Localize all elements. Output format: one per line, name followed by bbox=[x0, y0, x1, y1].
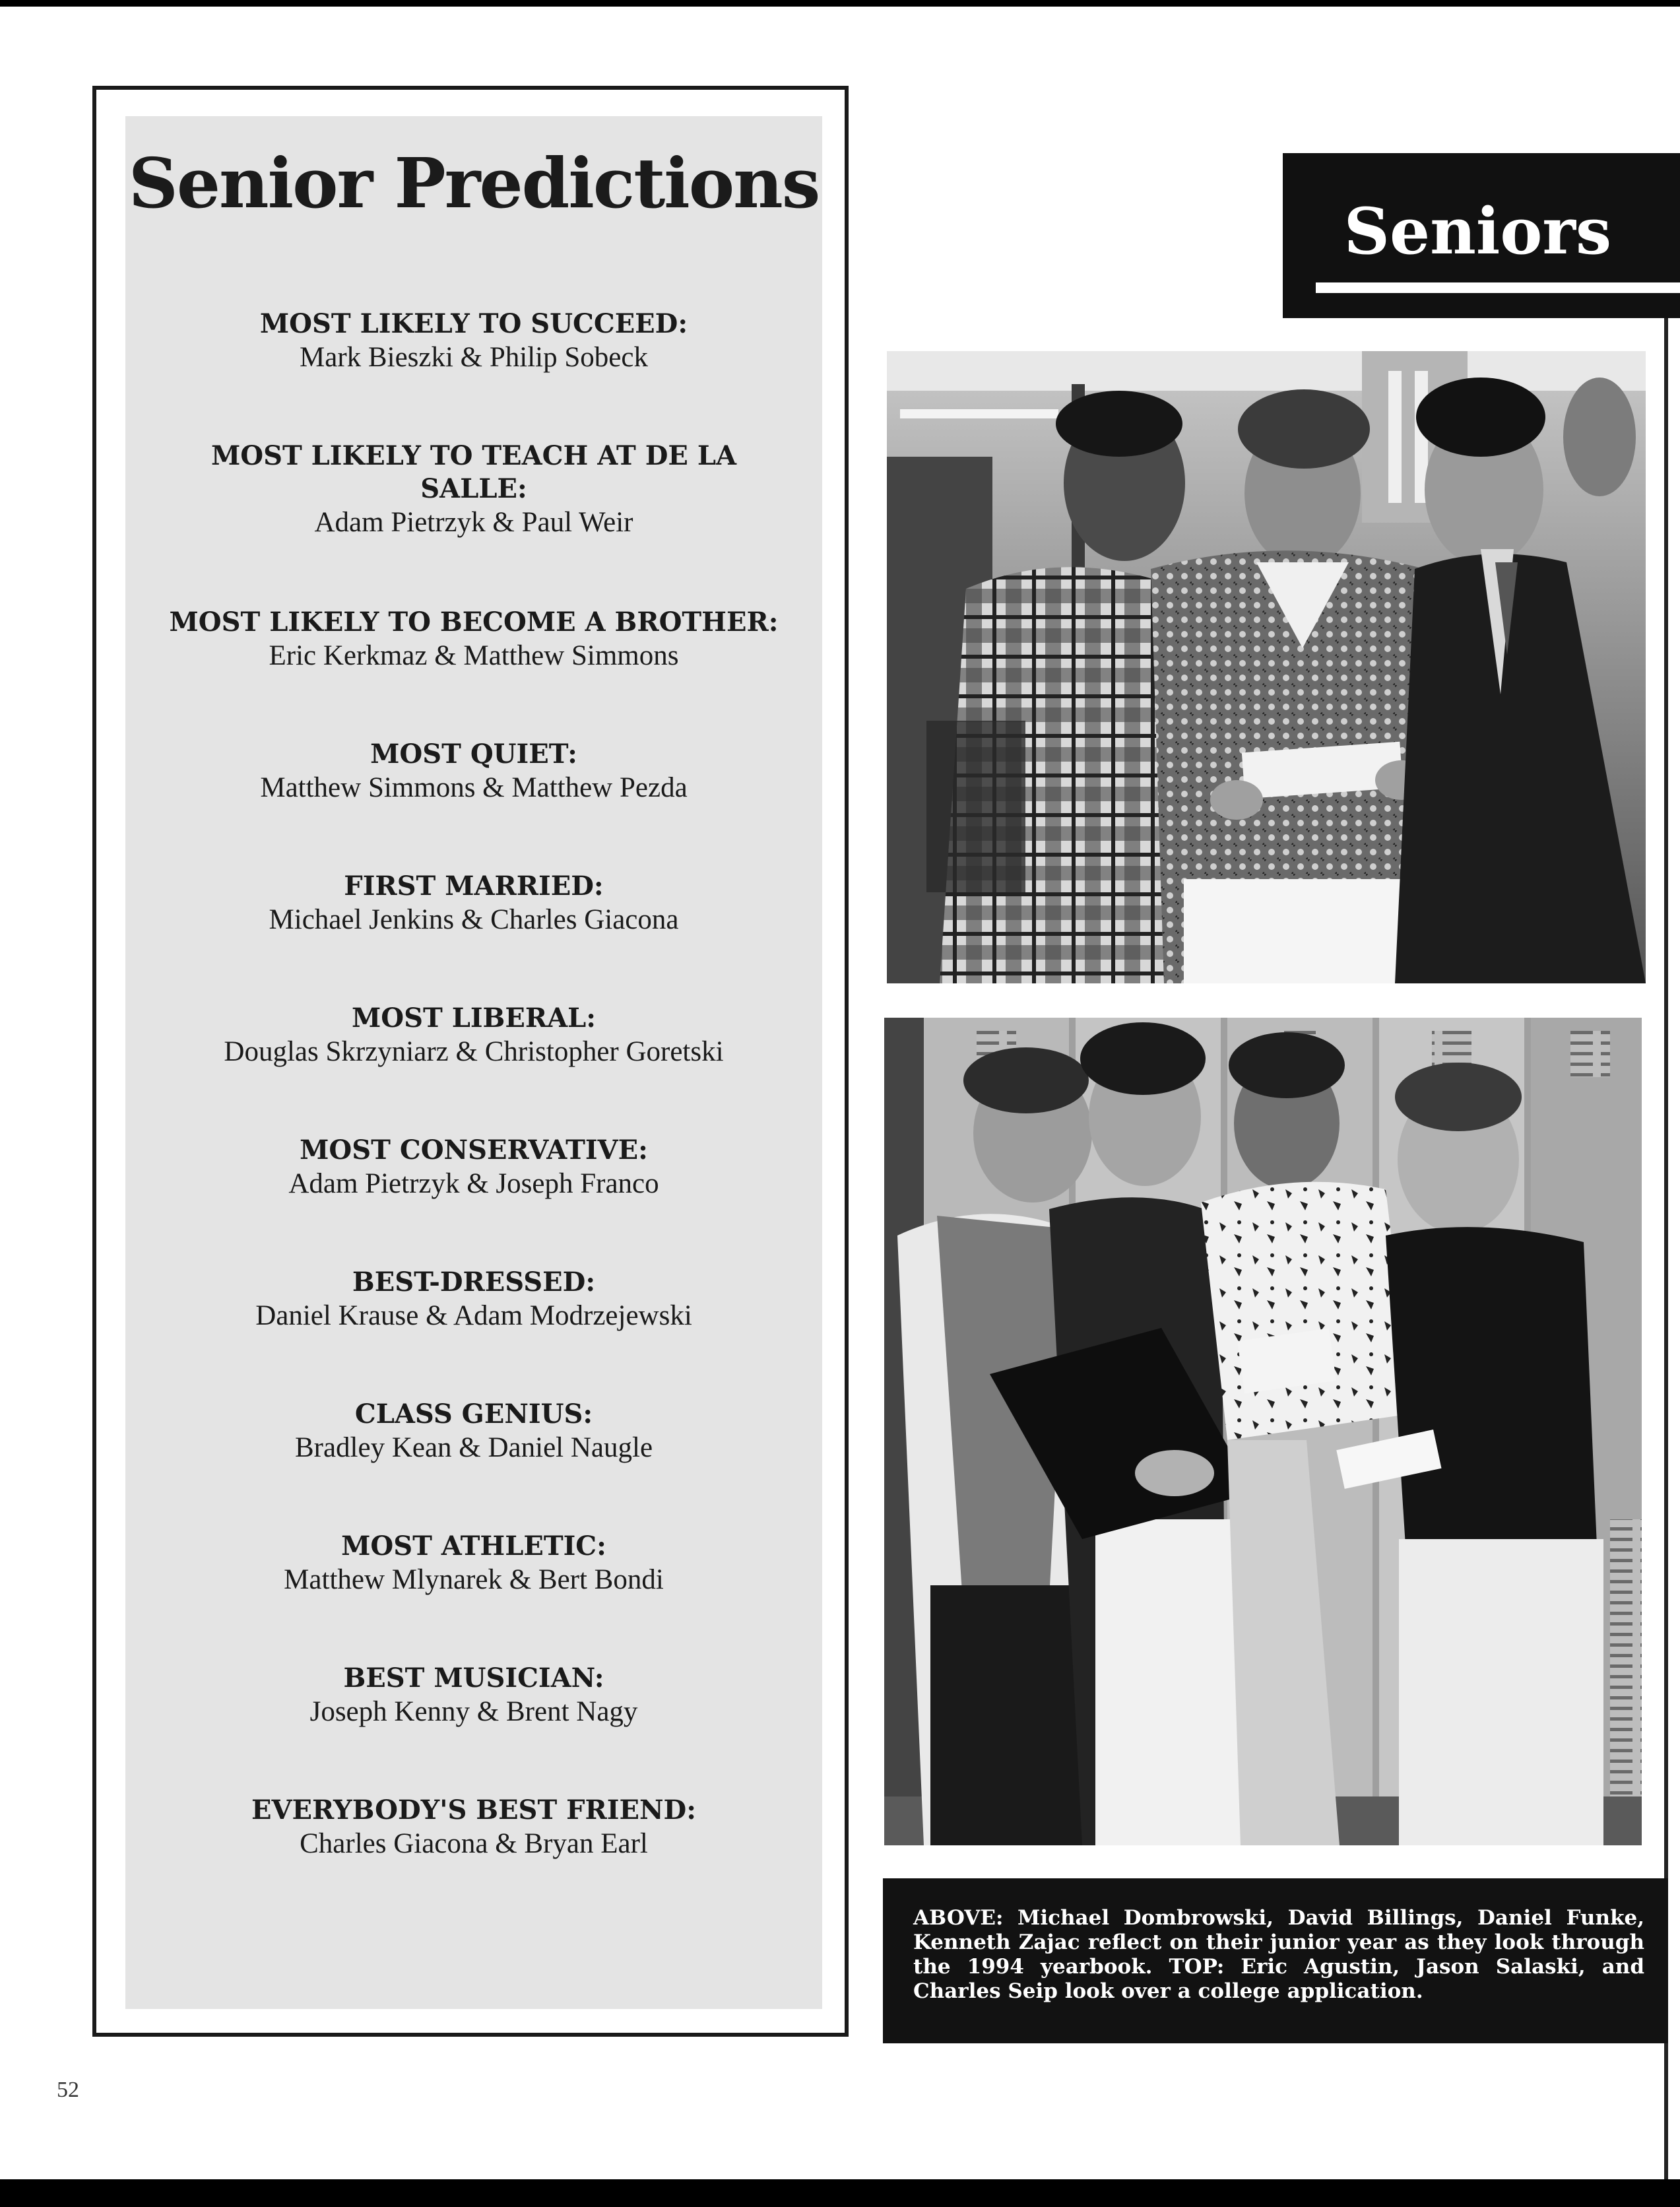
prediction-names: Eric Kerkmaz & Matthew Simmons bbox=[269, 640, 679, 671]
prediction-names: Joseph Kenny & Brent Nagy bbox=[309, 1696, 638, 1727]
section-tab-label: Seniors bbox=[1343, 194, 1611, 269]
prediction-item bbox=[125, 1398, 822, 1530]
prediction-category: MOST LIKELY TO SUCCEED: bbox=[259, 308, 688, 339]
prediction-category: MOST CONSERVATIVE: bbox=[300, 1135, 648, 1166]
prediction-item bbox=[125, 440, 822, 606]
prediction-names: Douglas Skrzyniarz & Christopher Goretski bbox=[224, 1036, 724, 1067]
prediction-names: Mark Bieszki & Philip Sobeck bbox=[300, 342, 648, 373]
prediction-names: Adam Pietrzyk & Joseph Franco bbox=[288, 1168, 659, 1199]
lockers-photo bbox=[884, 1018, 1642, 1845]
hallway-photo bbox=[887, 351, 1646, 983]
photo-caption-box bbox=[883, 1878, 1668, 2043]
prediction-item bbox=[125, 1002, 822, 1134]
prediction-item bbox=[125, 738, 822, 870]
prediction-names: Matthew Mlynarek & Bert Bondi bbox=[284, 1564, 664, 1595]
prediction-category: MOST ATHLETIC: bbox=[341, 1531, 606, 1562]
prediction-item bbox=[125, 1794, 822, 1926]
prediction-category: FIRST MARRIED: bbox=[344, 871, 604, 902]
top-border-rule bbox=[0, 0, 1680, 7]
prediction-names: Adam Pietrzyk & Paul Weir bbox=[314, 507, 633, 538]
prediction-category: MOST QUIET: bbox=[370, 739, 577, 770]
prediction-item bbox=[125, 1530, 822, 1662]
prediction-category: BEST-DRESSED: bbox=[352, 1267, 596, 1298]
photo-caption: ABOVE: Michael Dombrowski, David Billings, Daniel Funke, Kenneth Zajac reflect on their junior year as they look through the 1994 yearbook. TOP: Eric Agustin, Jason Salaski, and Charles Seip look over a college application. bbox=[913, 1906, 1644, 2003]
page-title: Senior Predictions bbox=[128, 143, 820, 224]
prediction-item bbox=[125, 606, 822, 738]
page-number: 52 bbox=[57, 2078, 79, 2102]
prediction-item bbox=[125, 1134, 822, 1266]
prediction-names: Daniel Krause & Adam Modrzejewski bbox=[255, 1300, 692, 1331]
prediction-category: MOST LIBERAL: bbox=[352, 1003, 596, 1034]
prediction-category: EVERYBODY'S BEST FRIEND: bbox=[251, 1795, 696, 1826]
lockers-photo-image bbox=[884, 1018, 1642, 1845]
bottom-border-rule bbox=[0, 2179, 1680, 2207]
prediction-item bbox=[125, 308, 822, 440]
prediction-category: MOST LIKELY TO TEACH AT DE LA SALLE: bbox=[210, 440, 736, 504]
prediction-names: Matthew Simmons & Matthew Pezda bbox=[260, 772, 688, 803]
prediction-names: Michael Jenkins & Charles Giacona bbox=[269, 904, 679, 935]
predictions-list bbox=[125, 308, 822, 1926]
prediction-names: Charles Giacona & Bryan Earl bbox=[300, 1828, 648, 1859]
section-tab-underline bbox=[1316, 282, 1680, 293]
hallway-photo-image bbox=[887, 351, 1646, 983]
predictions-panel bbox=[125, 116, 822, 2009]
section-tab bbox=[1283, 153, 1680, 318]
prediction-item bbox=[125, 870, 822, 1002]
prediction-names: Bradley Kean & Daniel Naugle bbox=[294, 1432, 653, 1463]
prediction-category: MOST LIKELY TO BECOME A BROTHER: bbox=[169, 607, 779, 638]
prediction-category: BEST MUSICIAN: bbox=[343, 1663, 604, 1694]
prediction-category: CLASS GENIUS: bbox=[354, 1399, 593, 1430]
prediction-item bbox=[125, 1266, 822, 1398]
prediction-item bbox=[125, 1662, 822, 1794]
